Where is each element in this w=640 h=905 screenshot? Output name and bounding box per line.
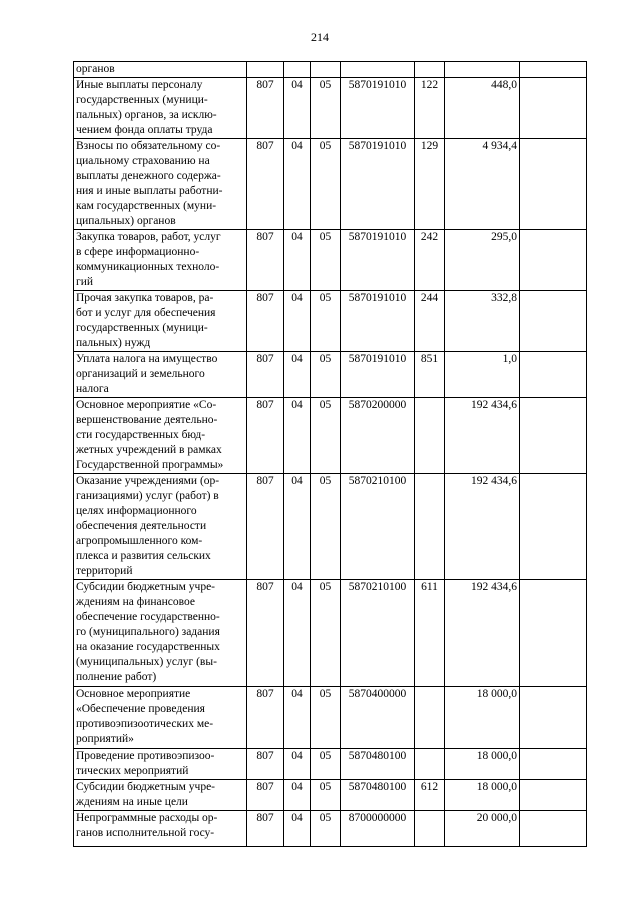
subsection-code-cell: 05 bbox=[311, 811, 341, 847]
ved-code-cell: 807 bbox=[247, 811, 284, 847]
target-article-cell: 5870400000 bbox=[341, 687, 415, 749]
expense-type-cell bbox=[415, 687, 445, 749]
table-row bbox=[74, 291, 587, 352]
subsection-code-cell: 05 bbox=[311, 230, 341, 291]
row-name-cell: Субсидии бюджетным учре- ждениям на иные цели bbox=[74, 780, 247, 811]
row-name-cell: Уплата налога на имущество организаций и земельного налога bbox=[74, 352, 247, 398]
extra-cell bbox=[520, 780, 587, 811]
table-row bbox=[74, 687, 587, 749]
table-row bbox=[74, 398, 587, 474]
subsection-code-cell: 05 bbox=[311, 780, 341, 811]
amount-cell: 192 434,6 bbox=[445, 474, 520, 580]
row-name-cell: Взносы по обязательному со- циальному страхованию на выплаты денежного содержа- ния и иные выплаты работни- кам государственных (муни- ципальных) органов bbox=[74, 139, 247, 230]
expense-type-cell: 611 bbox=[415, 580, 445, 687]
amount-cell: 18 000,0 bbox=[445, 687, 520, 749]
amount-cell: 332,8 bbox=[445, 291, 520, 352]
section-code-cell: 04 bbox=[284, 811, 311, 847]
extra-cell bbox=[520, 352, 587, 398]
expense-type-cell bbox=[415, 811, 445, 847]
extra-cell bbox=[520, 139, 587, 230]
amount-cell: 192 434,6 bbox=[445, 580, 520, 687]
row-name-cell: Непрограммные расходы ор- ганов исполнительной госу- bbox=[74, 811, 247, 847]
expense-type-cell: 244 bbox=[415, 291, 445, 352]
table-row bbox=[74, 749, 587, 780]
target-article-cell: 8700000000 bbox=[341, 811, 415, 847]
table-row bbox=[74, 78, 587, 139]
row-name-cell: Иные выплаты персоналу государственных (муници- пальных) органов, за исклю- чением фонда оплаты труда bbox=[74, 78, 247, 139]
extra-cell bbox=[520, 398, 587, 474]
extra-cell bbox=[520, 687, 587, 749]
amount-cell: 18 000,0 bbox=[445, 749, 520, 780]
target-article-cell: 5870191010 bbox=[341, 78, 415, 139]
table-row bbox=[74, 811, 587, 847]
ved-code-cell bbox=[247, 62, 284, 78]
section-code-cell: 04 bbox=[284, 352, 311, 398]
target-article-cell: 5870480100 bbox=[341, 780, 415, 811]
amount-cell: 1,0 bbox=[445, 352, 520, 398]
amount-cell: 20 000,0 bbox=[445, 811, 520, 847]
expense-type-cell: 612 bbox=[415, 780, 445, 811]
subsection-code-cell: 05 bbox=[311, 580, 341, 687]
subsection-code-cell: 05 bbox=[311, 687, 341, 749]
target-article-cell: 5870480100 bbox=[341, 749, 415, 780]
subsection-code-cell: 05 bbox=[311, 474, 341, 580]
extra-cell bbox=[520, 580, 587, 687]
section-code-cell: 04 bbox=[284, 398, 311, 474]
expense-type-cell bbox=[415, 62, 445, 78]
target-article-cell: 5870191010 bbox=[341, 352, 415, 398]
amount-cell: 4 934,4 bbox=[445, 139, 520, 230]
ved-code-cell: 807 bbox=[247, 139, 284, 230]
subsection-code-cell: 05 bbox=[311, 139, 341, 230]
expense-type-cell bbox=[415, 474, 445, 580]
target-article-cell: 5870191010 bbox=[341, 291, 415, 352]
extra-cell bbox=[520, 291, 587, 352]
ved-code-cell: 807 bbox=[247, 291, 284, 352]
table-body bbox=[74, 62, 587, 847]
amount-cell: 295,0 bbox=[445, 230, 520, 291]
ved-code-cell: 807 bbox=[247, 398, 284, 474]
ved-code-cell: 807 bbox=[247, 78, 284, 139]
table-row bbox=[74, 474, 587, 580]
section-code-cell: 04 bbox=[284, 78, 311, 139]
subsection-code-cell: 05 bbox=[311, 352, 341, 398]
section-code-cell: 04 bbox=[284, 139, 311, 230]
extra-cell bbox=[520, 230, 587, 291]
row-name-cell: Закупка товаров, работ, услуг в сфере информационно- коммуникационных техноло- гий bbox=[74, 230, 247, 291]
table-row bbox=[74, 230, 587, 291]
section-code-cell: 04 bbox=[284, 230, 311, 291]
row-name-cell: Проведение противоэпизоо- тических мероприятий bbox=[74, 749, 247, 780]
row-name-cell: Оказание учреждениями (ор- ганизациями) услуг (работ) в целях информационного обеспечения деятельности агропромышленного ком- плекса и развития сельских территорий bbox=[74, 474, 247, 580]
expense-type-cell: 851 bbox=[415, 352, 445, 398]
extra-cell bbox=[520, 78, 587, 139]
subsection-code-cell: 05 bbox=[311, 398, 341, 474]
section-code-cell: 04 bbox=[284, 580, 311, 687]
extra-cell bbox=[520, 474, 587, 580]
ved-code-cell: 807 bbox=[247, 580, 284, 687]
subsection-code-cell bbox=[311, 62, 341, 78]
expense-type-cell: 242 bbox=[415, 230, 445, 291]
target-article-cell: 5870210100 bbox=[341, 580, 415, 687]
section-code-cell: 04 bbox=[284, 749, 311, 780]
extra-cell bbox=[520, 62, 587, 78]
ved-code-cell: 807 bbox=[247, 749, 284, 780]
ved-code-cell: 807 bbox=[247, 230, 284, 291]
expense-type-cell bbox=[415, 749, 445, 780]
amount-cell: 448,0 bbox=[445, 78, 520, 139]
target-article-cell: 5870200000 bbox=[341, 398, 415, 474]
expense-type-cell bbox=[415, 398, 445, 474]
amount-cell: 192 434,6 bbox=[445, 398, 520, 474]
section-code-cell: 04 bbox=[284, 291, 311, 352]
section-code-cell bbox=[284, 62, 311, 78]
ved-code-cell: 807 bbox=[247, 687, 284, 749]
ved-code-cell: 807 bbox=[247, 780, 284, 811]
row-name-cell: Субсидии бюджетным учре- ждениям на финансовое обеспечение государственно- го (муниципального) задания на оказание государственных (муниципальных) услуг (вы- полнение работ) bbox=[74, 580, 247, 687]
row-name-cell: органов bbox=[74, 62, 247, 78]
extra-cell bbox=[520, 811, 587, 847]
subsection-code-cell: 05 bbox=[311, 78, 341, 139]
row-name-cell: Основное мероприятие «Обеспечение проведения противоэпизоотических ме- роприятий» bbox=[74, 687, 247, 749]
section-code-cell: 04 bbox=[284, 474, 311, 580]
extra-cell bbox=[520, 749, 587, 780]
amount-cell bbox=[445, 62, 520, 78]
subsection-code-cell: 05 bbox=[311, 749, 341, 780]
subsection-code-cell: 05 bbox=[311, 291, 341, 352]
section-code-cell: 04 bbox=[284, 687, 311, 749]
table-row bbox=[74, 62, 587, 78]
table-row bbox=[74, 580, 587, 687]
expense-type-cell: 122 bbox=[415, 78, 445, 139]
target-article-cell: 5870191010 bbox=[341, 139, 415, 230]
ved-code-cell: 807 bbox=[247, 352, 284, 398]
target-article-cell: 5870191010 bbox=[341, 230, 415, 291]
row-name-cell: Основное мероприятие «Со- вершенствование деятельно- сти государственных бюд- жетных учреждений в рамках Государственной программы» bbox=[74, 398, 247, 474]
expense-type-cell: 129 bbox=[415, 139, 445, 230]
ved-code-cell: 807 bbox=[247, 474, 284, 580]
table-row bbox=[74, 352, 587, 398]
table-row bbox=[74, 139, 587, 230]
page-number: 214 bbox=[311, 30, 329, 44]
row-name-cell: Прочая закупка товаров, ра- бот и услуг для обеспечения государственных (муници- пальных) нужд bbox=[74, 291, 247, 352]
table-row bbox=[74, 780, 587, 811]
target-article-cell bbox=[341, 62, 415, 78]
section-code-cell: 04 bbox=[284, 780, 311, 811]
amount-cell: 18 000,0 bbox=[445, 780, 520, 811]
budget-table bbox=[73, 61, 587, 847]
target-article-cell: 5870210100 bbox=[341, 474, 415, 580]
